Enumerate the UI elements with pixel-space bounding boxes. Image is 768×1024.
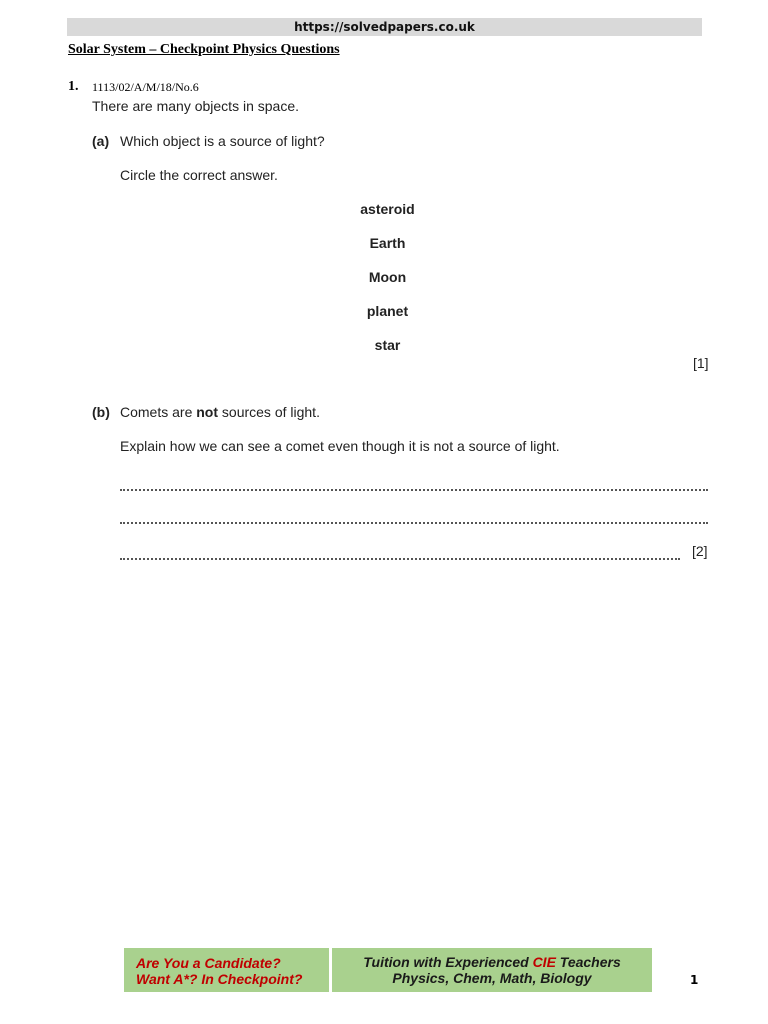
part-b-text-bold: not: [196, 404, 219, 420]
document-title: Solar System – Checkpoint Physics Questions: [68, 42, 340, 57]
part-a-marks: [1]: [693, 355, 709, 371]
part-a-question: Which object is a source of light?: [120, 133, 325, 149]
question-number: 1.: [68, 79, 79, 94]
footer-right-highlight: CIE: [532, 954, 556, 970]
footer-candidate-box: [124, 948, 329, 992]
footer-right-line-2: Physics, Chem, Math, Biology: [392, 970, 592, 986]
footer-right-post: Teachers: [555, 954, 621, 970]
answer-option-asteroid[interactable]: asteroid: [360, 201, 415, 217]
footer-right-pre: Tuition with Experienced: [363, 954, 533, 970]
part-b-statement: [120, 404, 320, 420]
part-b-instruction: Explain how we can see a comet even though it is not a source of light.: [120, 438, 560, 454]
source-url-banner: https://solvedpapers.co.uk: [67, 18, 702, 36]
footer-tuition-box: [332, 948, 652, 992]
answer-line-3[interactable]: [120, 558, 680, 560]
part-b-text-after: sources of light.: [218, 404, 320, 420]
answer-option-earth[interactable]: Earth: [369, 235, 406, 251]
footer-right-line-1: [332, 954, 652, 970]
answer-option-star[interactable]: star: [374, 337, 401, 353]
answer-line-2[interactable]: [120, 522, 708, 524]
answer-option-moon[interactable]: Moon: [368, 269, 407, 285]
question-intro: There are many objects in space.: [92, 98, 299, 114]
question-reference: 1113/02/A/M/18/No.6: [92, 80, 199, 94]
answer-option-planet[interactable]: planet: [366, 303, 409, 319]
part-b-marks: [2]: [692, 543, 708, 559]
part-a-instruction: Circle the correct answer.: [120, 167, 278, 183]
answer-line-1[interactable]: [120, 489, 708, 491]
part-a-label: (a): [92, 133, 110, 149]
part-b-text-before: Comets are: [120, 404, 197, 420]
footer-left-line-1: Are You a Candidate?: [136, 955, 281, 971]
part-b-label: (b): [92, 404, 110, 420]
page-number: 1: [690, 973, 699, 987]
footer-left-line-2: Want A*? In Checkpoint?: [136, 971, 303, 987]
